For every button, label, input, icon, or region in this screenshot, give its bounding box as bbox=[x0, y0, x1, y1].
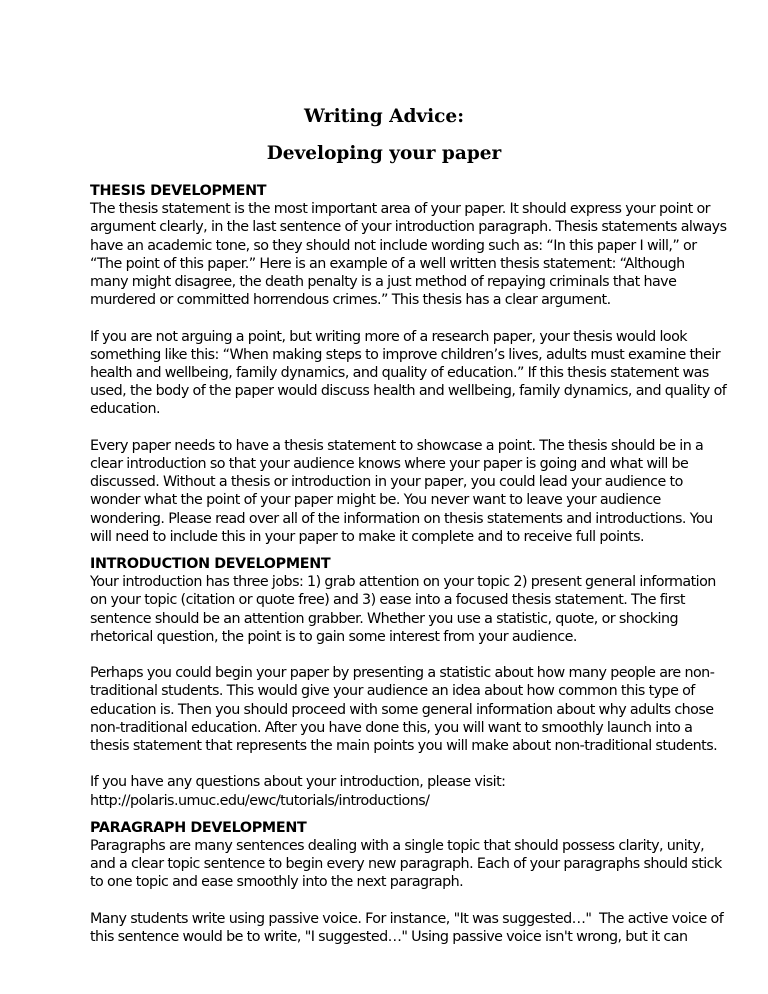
text-line: clear introduction so that your audience knows where your paper is going and what will be bbox=[90, 456, 689, 473]
paragraph-paragraph-2 bbox=[90, 910, 724, 946]
thesis-paragraph-2 bbox=[90, 328, 727, 419]
introduction-paragraph-1 bbox=[90, 573, 716, 646]
text-line: this sentence would be to write, "I suggested…" Using passive voice isn't wrong, but it can bbox=[90, 929, 688, 946]
text-line: Paragraphs are many sentences dealing with a single topic that should possess clarity, unity, bbox=[90, 838, 705, 855]
text-line: on your topic (citation or quote free) and 3) ease into a focused thesis statement. The first bbox=[90, 592, 685, 609]
section-heading-paragraph: PARAGRAPH DEVELOPMENT bbox=[90, 819, 307, 836]
text-line: education is. Then you should proceed with some general information about why adults chose bbox=[90, 701, 714, 718]
introduction-paragraph-2 bbox=[90, 664, 718, 755]
text-line: have an academic tone, so they should not include wording such as: “In this paper I will,” or bbox=[90, 237, 697, 254]
thesis-paragraph-1 bbox=[90, 200, 727, 309]
section-heading-thesis: THESIS DEVELOPMENT bbox=[90, 183, 267, 199]
text-line: discussed. Without a thesis or introduction in your paper, you could lead your audience to bbox=[90, 474, 683, 491]
document-subtitle: Developing your paper bbox=[266, 143, 502, 164]
thesis-paragraph-3 bbox=[90, 437, 713, 546]
text-line: wondering. Please read over all of the information on thesis statements and introductions. You bbox=[90, 510, 713, 527]
section-heading-introduction: INTRODUCTION DEVELOPMENT bbox=[90, 556, 331, 573]
text-line: wonder what the point of your paper might be. You never want to leave your audience bbox=[90, 492, 661, 509]
document-title: Writing Advice: bbox=[303, 106, 465, 127]
text-line: If you are not arguing a point, but writing more of a research paper, your thesis would look bbox=[90, 328, 688, 345]
introduction-paragraph-3 bbox=[90, 773, 690, 809]
text-line: argument clearly, in the last sentence of your introduction paragraph. Thesis statements always bbox=[90, 219, 727, 236]
text-line: to one topic and ease smoothly into the next paragraph. bbox=[90, 874, 464, 891]
text-line: Many students write using passive voice. For instance, "It was suggested…" The active voice of bbox=[90, 910, 724, 927]
text-line: used, the body of the paper would discuss health and wellbeing, family dynamics, and quality of bbox=[90, 383, 727, 400]
introduction-url: http://polaris.umuc.edu/ewc/tutorials/introductions/ bbox=[90, 792, 430, 809]
text-line: The thesis statement is the most important area of your paper. It should express your point or bbox=[90, 201, 710, 218]
text-line: Perhaps you could begin your paper by presenting a statistic about how many people are non- bbox=[90, 665, 715, 682]
text-line: many might disagree, the death penalty is a just method of repaying criminals that have bbox=[90, 274, 677, 291]
text-line: will need to include this in your paper to make it complete and to receive full points. bbox=[90, 528, 644, 545]
text-line: Every paper needs to have a thesis statement to showcase a point. The thesis should be in a bbox=[90, 437, 704, 454]
document-body bbox=[90, 182, 727, 946]
text-line: something like this: “When making steps to improve children’s lives, adults must examine their bbox=[90, 346, 721, 363]
text-line: education. bbox=[90, 401, 160, 418]
text-line: and a clear topic sentence to begin every new paragraph. Each of your paragraphs should stick bbox=[90, 856, 722, 873]
text-line: non-traditional education. After you have done this, you will want to smoothly launch into a bbox=[90, 719, 693, 736]
text-line: murdered or committed horrendous crimes.” This thesis has a clear argument. bbox=[90, 292, 611, 309]
text-line: Your introduction has three jobs: 1) grab attention on your topic 2) present general information bbox=[90, 574, 716, 591]
text-line: If you have any questions about your introduction, please visit: bbox=[90, 774, 506, 791]
text-line: sentence should be an attention grabber. Whether you use a statistic, quote, or shocking bbox=[90, 610, 679, 627]
text-line: “The point of this paper.” Here is an example of a well written thesis statement: “Although bbox=[90, 255, 685, 272]
text-line: thesis statement that represents the main points you will make about non-traditional students. bbox=[90, 738, 718, 755]
paragraph-paragraph-1 bbox=[90, 837, 722, 892]
text-line: rhetorical question, the point is to gain some interest from your audience. bbox=[90, 628, 577, 645]
text-line: health and wellbeing, family dynamics, and quality of education.” If this thesis statement was bbox=[90, 365, 709, 382]
text-line: traditional students. This would give your audience an idea about how common this type of bbox=[90, 683, 695, 700]
